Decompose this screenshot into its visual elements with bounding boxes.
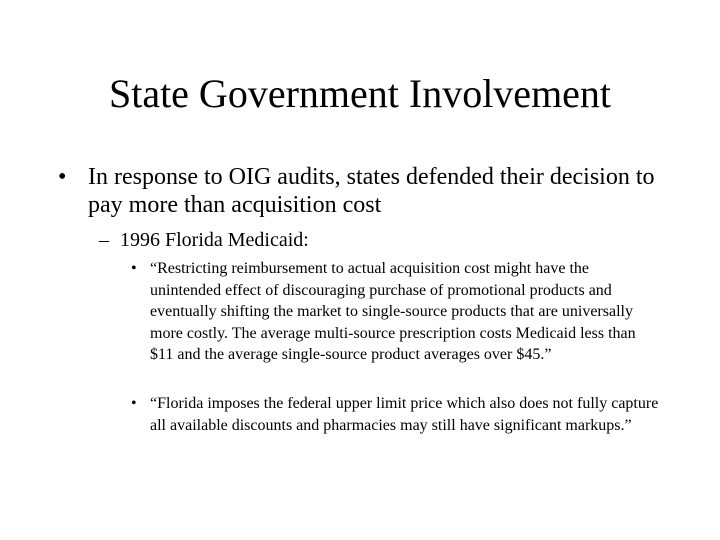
sub-bullet-text: 1996 Florida Medicaid: [120,229,309,251]
slide-title: State Government Involvement [108,71,612,116]
quote-restricting-reimbursement [131,258,661,366]
sub-bullet-florida-medicaid [99,228,659,252]
bullet-text: In response to OIG audits, states defended their decision to pay more than acquisition cost [88,164,655,218]
quote-text: “Florida imposes the federal upper limit price which also does not fully capture all available discounts and pharmacies may still have significant markups.” [150,395,659,434]
bullet-oig-audits [58,163,668,219]
bullet-marker: • [131,395,137,412]
bullet-marker: • [58,164,67,190]
dash-marker: – [99,229,109,251]
quote-federal-upper-limit [131,393,661,436]
bullet-marker: • [131,260,137,277]
quote-text: “Restricting reimbursement to actual acquisition cost might have the unintended effect of discouraging purchase of promotional products and eventually shifting the market to single-source products that are universally more costly. The average multi-source prescription costs Medicaid less than $11 and the average single-source product averages over $45.” [150,260,636,364]
